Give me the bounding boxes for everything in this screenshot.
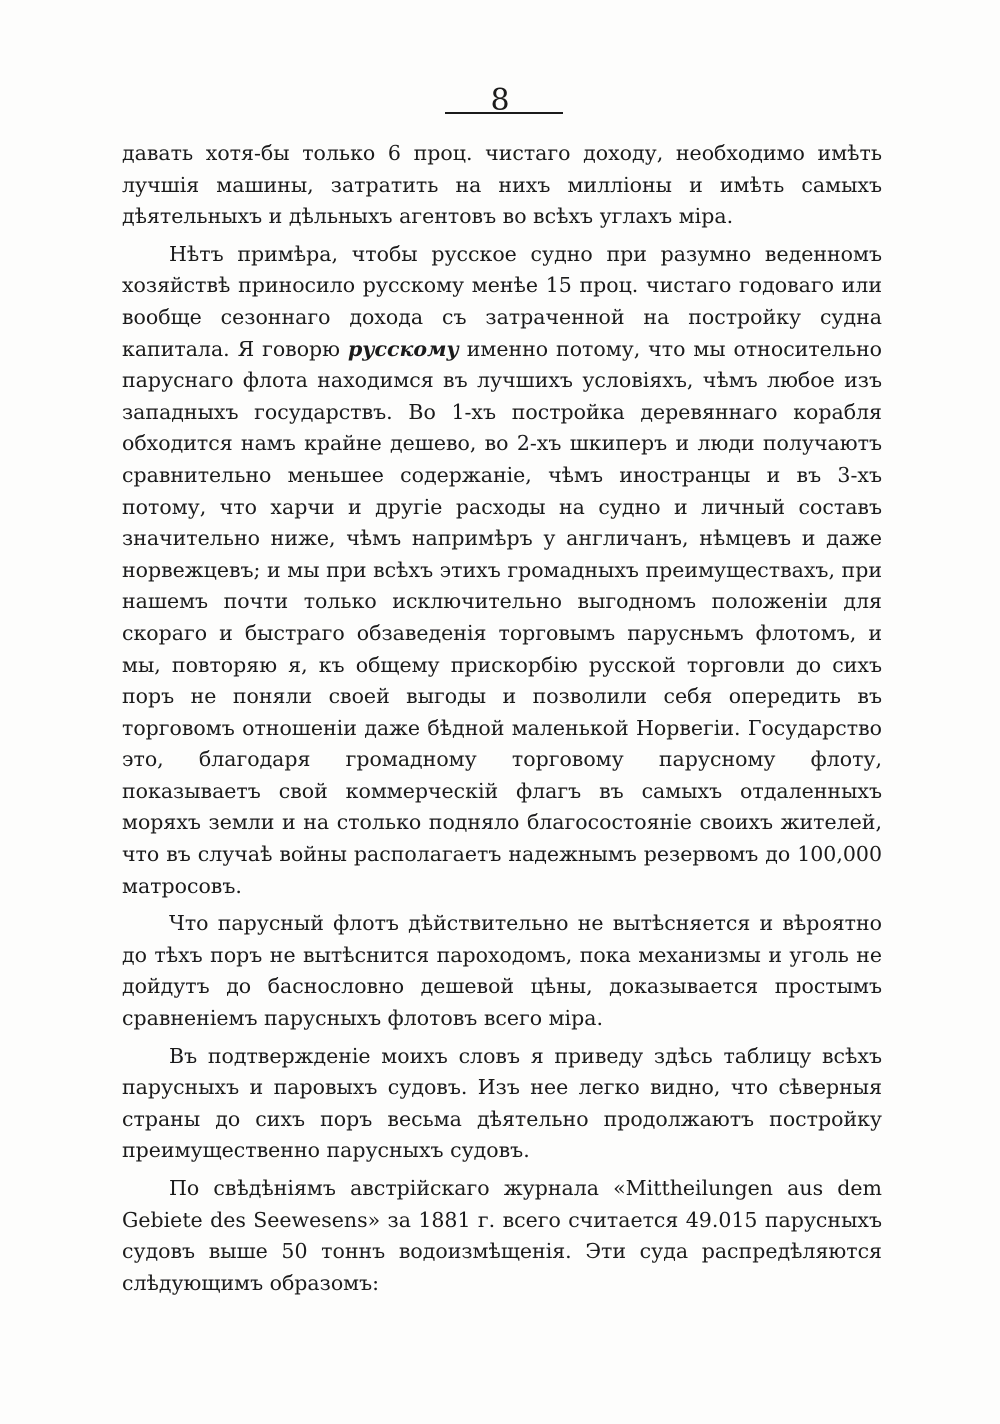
paragraph-2 <box>122 239 882 902</box>
paragraph-3: Что парусный флотъ дѣйствительно не вытѣсняется и вѣроятно до тѣхъ поръ не вытѣснится пароходомъ, пока механизмы и уголь не дойдутъ до баснословно дешевой цѣны, доказывается простымъ сравненіемъ парусныхъ флотовъ всего міра. <box>122 911 882 1031</box>
paragraph-2-text-start: Нѣтъ примѣра, чтобы русское судно при разумно веденномъ хозяйствѣ приносило русскому менѣе 15 проц. чистаго годоваго или вообще сезоннаго дохода съ затраченной на постройку судна капитала. Я говорю <box>122 241 882 361</box>
page-number-rule <box>445 112 563 114</box>
paragraph-1: давать хотя-бы только 6 проц. чистаго доходу, необходимо имѣть лучшія машины, затратить на нихъ милліоны и имѣть самыхъ дѣятельныхъ и дѣльныхъ агентовъ во всѣхъ углахъ міра. <box>122 141 882 229</box>
paragraph-4: Въ подтвержденіе моихъ словъ я приведу здѣсь таблицу всѣхъ парусныхъ и паровыхъ судовъ. Изъ нее легко видно, что сѣверныя страны до сихъ поръ весьма дѣятельно продолжаютъ постройку преимущественно парусныхъ судовъ. <box>122 1043 882 1163</box>
page-number: 8 <box>490 83 510 118</box>
emphasized-word: русскому <box>347 336 459 361</box>
paragraph-5: По свѣдѣніямъ австрійскаго журнала «Mittheilungen aus dem Gebiete des Seewesens» за 1881 г. всего считается 49.015 парусныхъ судовъ выше 50 тоннъ водоизмѣщенія. Эти суда распредѣляются слѣдующимъ образомъ: <box>122 1176 882 1295</box>
paragraph-2-text-end: именно потому, что мы относительно паруснаго флота находимся въ лучшихъ условіяхъ, чѣмъ любое изъ западныхъ государствъ. Во 1-хъ постройка деревяннаго корабля обходится намъ крайне дешево, во 2-хъ шкиперъ и люди получаютъ сравнительно меньшее содержаніе, чѣмъ иностранцы и въ 3-хъ потому, что харчи и другіе расходы на судно и личный составъ значительно ниже, чѣмъ напримѣръ у англичанъ, нѣмцевъ и даже норвежцевъ; и мы при всѣхъ этихъ громадныхъ преимуществахъ, при нашемъ почти только исключительно выгодномъ положеніи для скораго и быстраго обзаведенія торговымъ парусньмъ флотомъ, и мы, повторяю я, къ общему прискорбію русской торговли до сихъ поръ не поняли своей выгоды и позволили себя опередить въ торговомъ отношеніи даже бѣдной маленькой Норвегіи. Государство это, благодаря громадному торговому парусному флоту, показываетъ свой коммерческій флагъ въ самыхъ отдаленныхъ моряхъ земли и на столько подняло благосостояніе своихъ жителей, что въ случаѣ войны располагаетъ надежнымъ резервомъ до 100,000 матросовъ. <box>122 336 882 898</box>
page-text <box>122 138 882 1299</box>
